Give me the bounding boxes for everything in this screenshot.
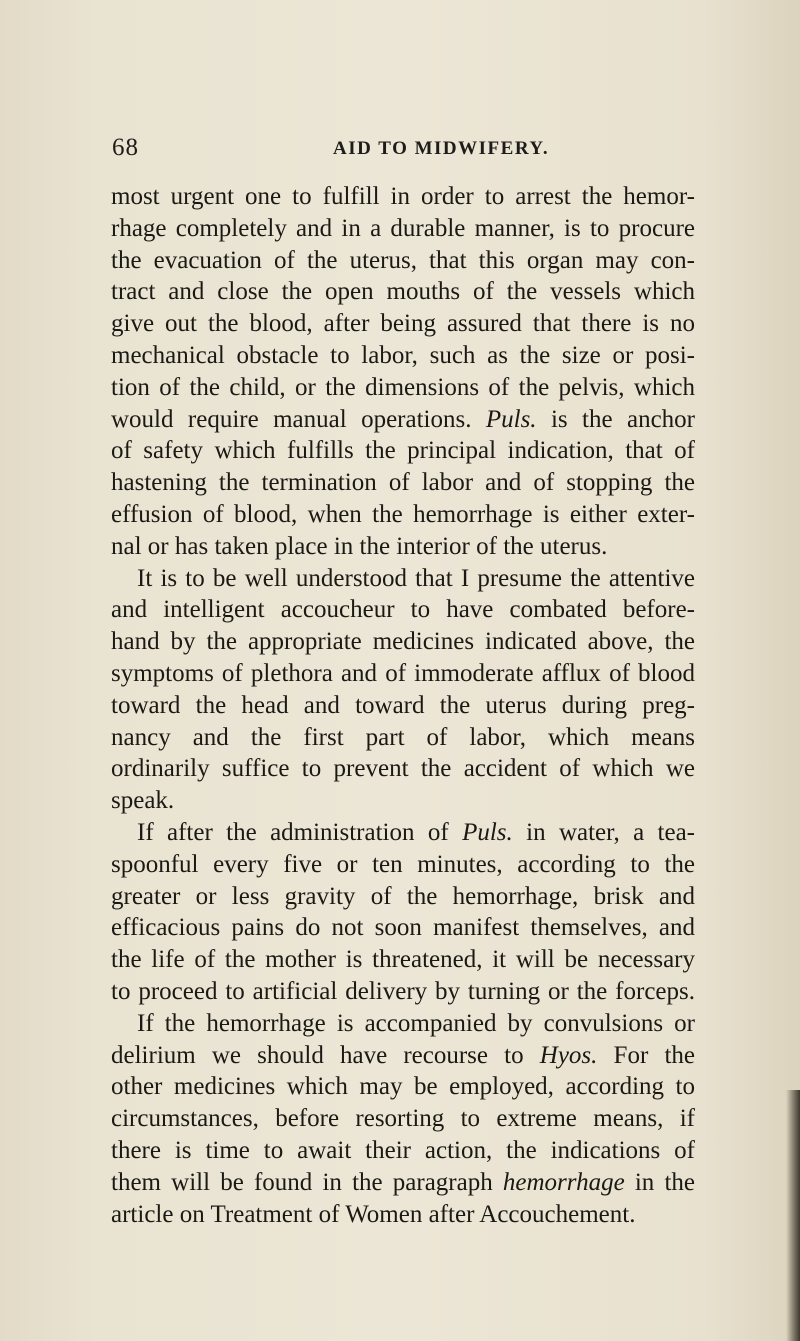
- page-number: 68: [112, 134, 139, 161]
- text-line: toward the head and toward the uterus during preg-: [111, 691, 695, 719]
- text-line: If the hemorrhage is accompanied by convulsions or: [137, 1009, 695, 1037]
- text-line: the life of the mother is threatened, it will be necessary: [111, 946, 695, 974]
- page-edge-shadow: [786, 1090, 800, 1341]
- italic-term: Puls.: [462, 818, 513, 846]
- text-line: efficacious pains do not soon manifest themselves, and: [111, 914, 695, 942]
- italic-term: Hyos.: [539, 1041, 598, 1069]
- text-segment: delirium we should have recourse to: [111, 1041, 540, 1069]
- body-text: [111, 181, 695, 1230]
- text-segment: is the anchor: [536, 405, 695, 433]
- text-line: speak.: [111, 787, 175, 815]
- text-line: nal or has taken place in the interior of the uterus.: [111, 532, 608, 560]
- text-line: article on Treatment of Women after Accouchement.: [111, 1200, 636, 1228]
- text-segment: For the: [597, 1041, 695, 1069]
- text-line: tion of the child, or the dimensions of the pelvis, which: [111, 373, 695, 401]
- text-line: there is time to await their action, the indications of: [111, 1136, 695, 1164]
- text-line: [111, 1167, 695, 1199]
- text-line: nancy and the first part of labor, which means: [111, 723, 695, 751]
- text-line: [111, 1040, 695, 1072]
- text-line: hastening the termination of labor and of stopping the: [111, 469, 695, 497]
- text-line: other medicines which may be employed, according to: [111, 1073, 695, 1101]
- text-line: It is to be well understood that I presume the attentive: [137, 564, 695, 592]
- text-segment: in the: [624, 1168, 695, 1196]
- text-line: most urgent one to fulfill in order to arrest the hemor-: [111, 183, 695, 210]
- text-line: circumstances, before resorting to extreme means, if: [111, 1105, 695, 1133]
- text-line: rhage completely and in a durable manner, is to procure: [111, 214, 695, 242]
- text-segment: in water, a tea-: [512, 818, 695, 846]
- text-line: symptoms of plethora and of immoderate afflux of blood: [111, 659, 695, 687]
- text-line: spoonful every five or ten minutes, according to the: [111, 850, 695, 878]
- text-line: effusion of blood, when the hemorrhage is either exter-: [111, 500, 695, 528]
- text-line: hand by the appropriate medicines indicated above, the: [111, 628, 695, 656]
- page-header: [0, 134, 800, 168]
- text-line: greater or less gravity of the hemorrhage, brisk and: [111, 882, 695, 910]
- text-line: [111, 817, 695, 849]
- text-line: tract and close the open mouths of the vessels which: [111, 278, 695, 306]
- text-line: mechanical obstacle to labor, such as the size or posi-: [111, 341, 695, 369]
- text-line: and intelligent accoucheur to have combated before-: [111, 596, 695, 624]
- text-line: to proceed to artificial delivery by turning or the forceps.: [111, 977, 695, 1005]
- italic-term: hemorrhage: [502, 1168, 625, 1196]
- italic-term: Puls.: [485, 405, 537, 433]
- text-line: [111, 404, 695, 436]
- text-line: ordinarily suffice to prevent the accident of which we: [111, 755, 695, 783]
- text-segment: If after the administration of: [137, 818, 463, 846]
- text-segment: them will be found in the paragraph: [111, 1168, 503, 1196]
- text-segment: would require manual operations.: [111, 405, 486, 433]
- text-line: of safety which fulfills the principal indication, that of: [111, 437, 695, 465]
- text-line: give out the blood, after being assured that there is no: [111, 310, 695, 338]
- text-line: the evacuation of the uterus, that this organ may con-: [111, 246, 695, 274]
- running-head: AID TO MIDWIFERY.: [333, 138, 550, 159]
